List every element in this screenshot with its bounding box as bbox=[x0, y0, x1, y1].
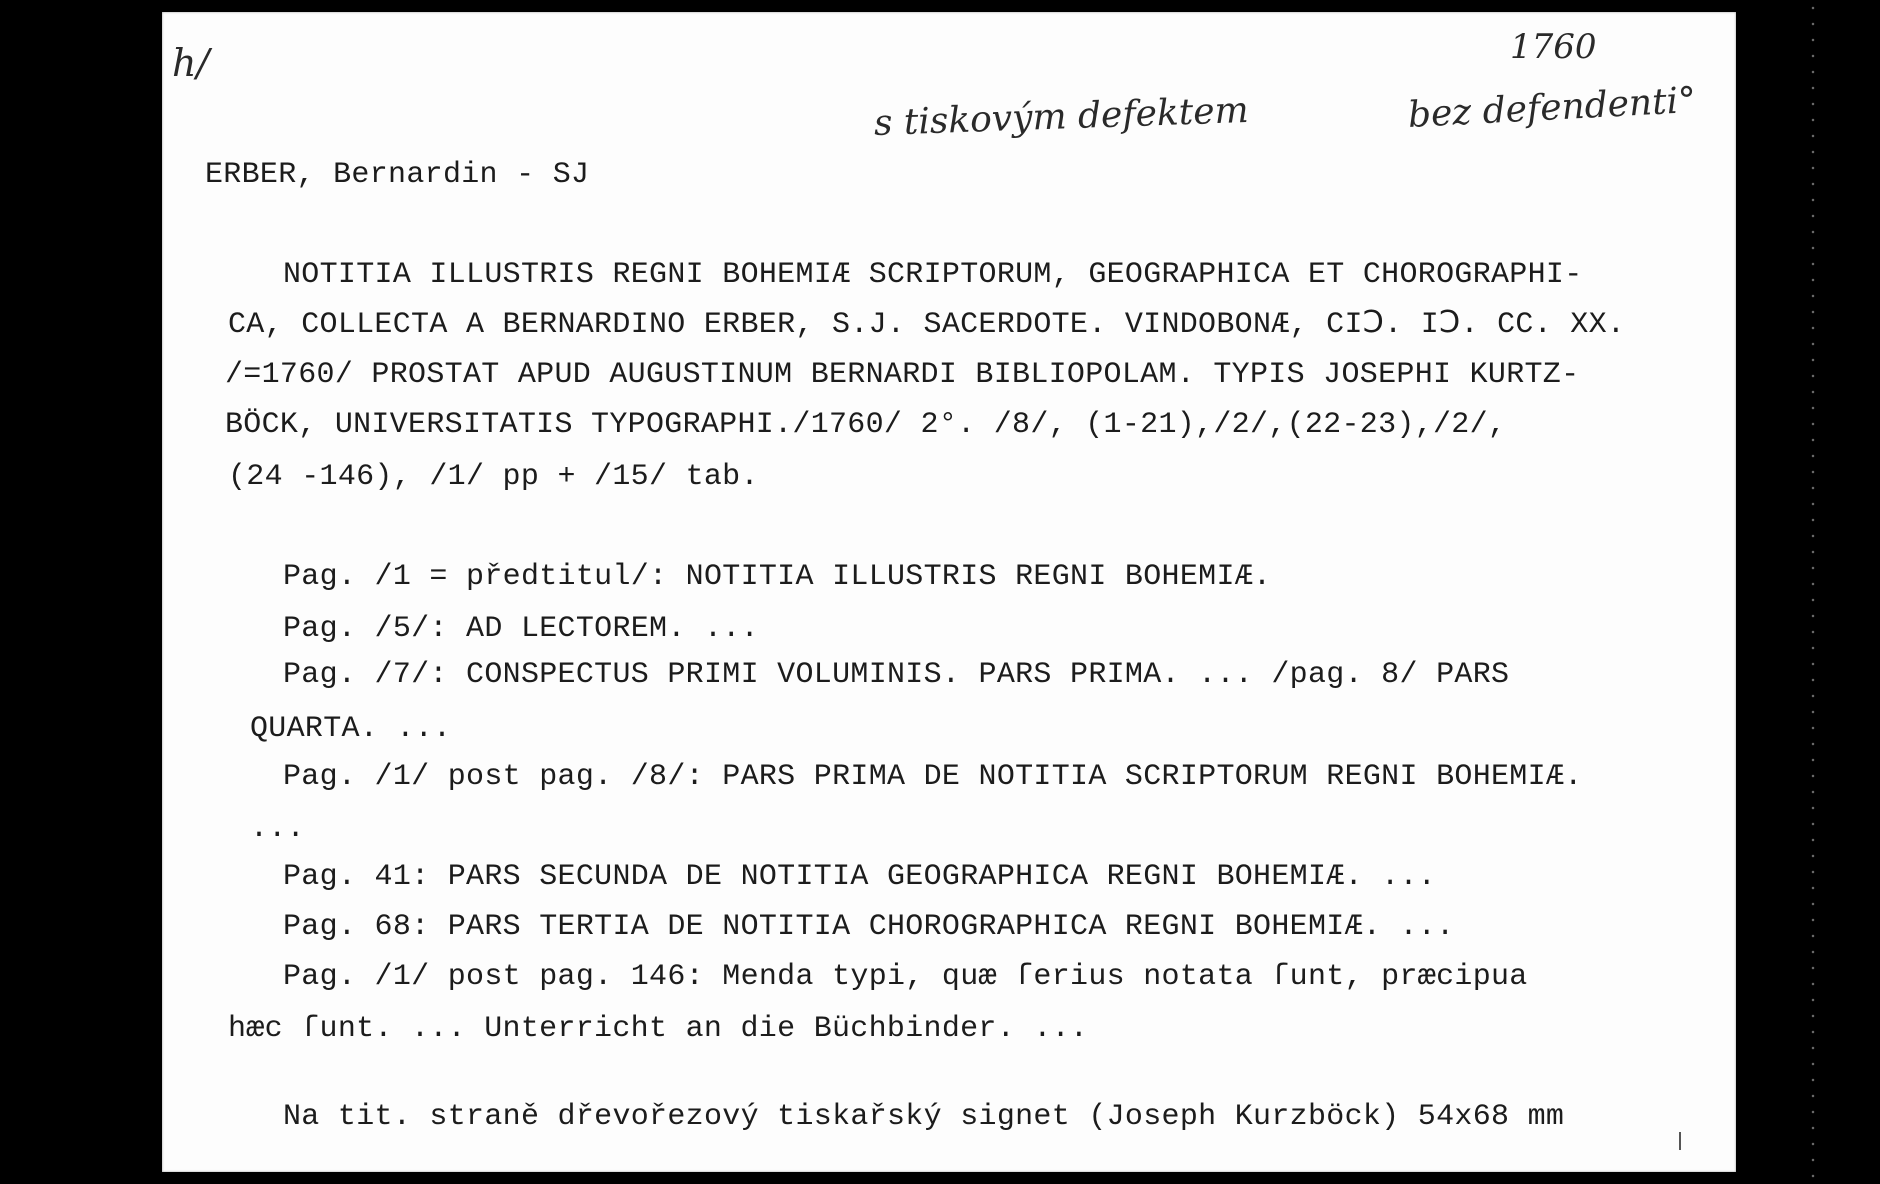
page-note-3: Pag. /7/: CONSPECTUS PRIMI VOLUMINIS. PARS PRIMA. ... /pag. 8/ PARS bbox=[283, 658, 1510, 692]
page-note-7-cont: hæc ſunt. ... Unterricht an die Büchbinder. ... bbox=[228, 1012, 1089, 1046]
card-mark bbox=[1679, 1132, 1681, 1150]
page-note-4: Pag. /1/ post pag. /8/: PARS PRIMA DE NOTITIA SCRIPTORUM REGNI BOHEMIÆ. bbox=[283, 760, 1583, 794]
title-line-4: BÖCK, UNIVERSITATIS TYPOGRAPHI./1760/ 2°. /8/, (1-21),/2/,(22-23),/2/, bbox=[225, 408, 1507, 442]
title-line-1: NOTITIA ILLUSTRIS REGNI BOHEMIÆ SCRIPTORUM, GEOGRAPHICA ET CHOROGRAPHI- bbox=[283, 258, 1583, 292]
page-note-5: Pag. 41: PARS SECUNDA DE NOTITIA GEOGRAPHICA REGNI BOHEMIÆ. ... bbox=[283, 860, 1437, 894]
author-heading: ERBER, Bernardin - SJ bbox=[205, 158, 590, 192]
page-note-7: Pag. /1/ post pag. 146: Menda typi, quæ ſerius notata ſunt, præcipua bbox=[283, 960, 1528, 994]
title-line-3: /=1760/ PROSTAT APUD AUGUSTINUM BERNARDI BIBLIOPOLAM. TYPIS JOSEPHI KURTZ- bbox=[225, 358, 1580, 392]
page-note-3-cont: QUARTA. ... bbox=[250, 712, 452, 746]
handwritten-corner-mark: h/ bbox=[172, 41, 210, 85]
page-note-6: Pag. 68: PARS TERTIA DE NOTITIA CHOROGRAPHICA REGNI BOHEMIÆ. ... bbox=[283, 910, 1455, 944]
page-note-2: Pag. /5/: AD LECTOREM. ... bbox=[283, 612, 759, 646]
perforation-dots bbox=[1806, 0, 1820, 1184]
title-line-5: (24 -146), /1/ pp + /15/ tab. bbox=[228, 460, 759, 494]
handwritten-year: 1760 bbox=[1510, 27, 1597, 67]
page-note-1: Pag. /1 = předtitul/: NOTITIA ILLUSTRIS REGNI BOHEMIÆ. bbox=[283, 560, 1272, 594]
handwritten-note-left: s tiskovým defektem bbox=[873, 89, 1250, 144]
page-note-4-cont: ... bbox=[250, 812, 305, 846]
title-line-2: CA, COLLECTA A BERNARDINO ERBER, S.J. SACERDOTE. VINDOBONÆ, CIↃ. IↃ. CC. XX. bbox=[228, 308, 1626, 342]
handwritten-note-right: bez defendenti° bbox=[1406, 79, 1698, 136]
signet-note: Na tit. straně dřevořezový tiskařský signet (Joseph Kurzböck) 54x68 mm bbox=[283, 1100, 1565, 1134]
